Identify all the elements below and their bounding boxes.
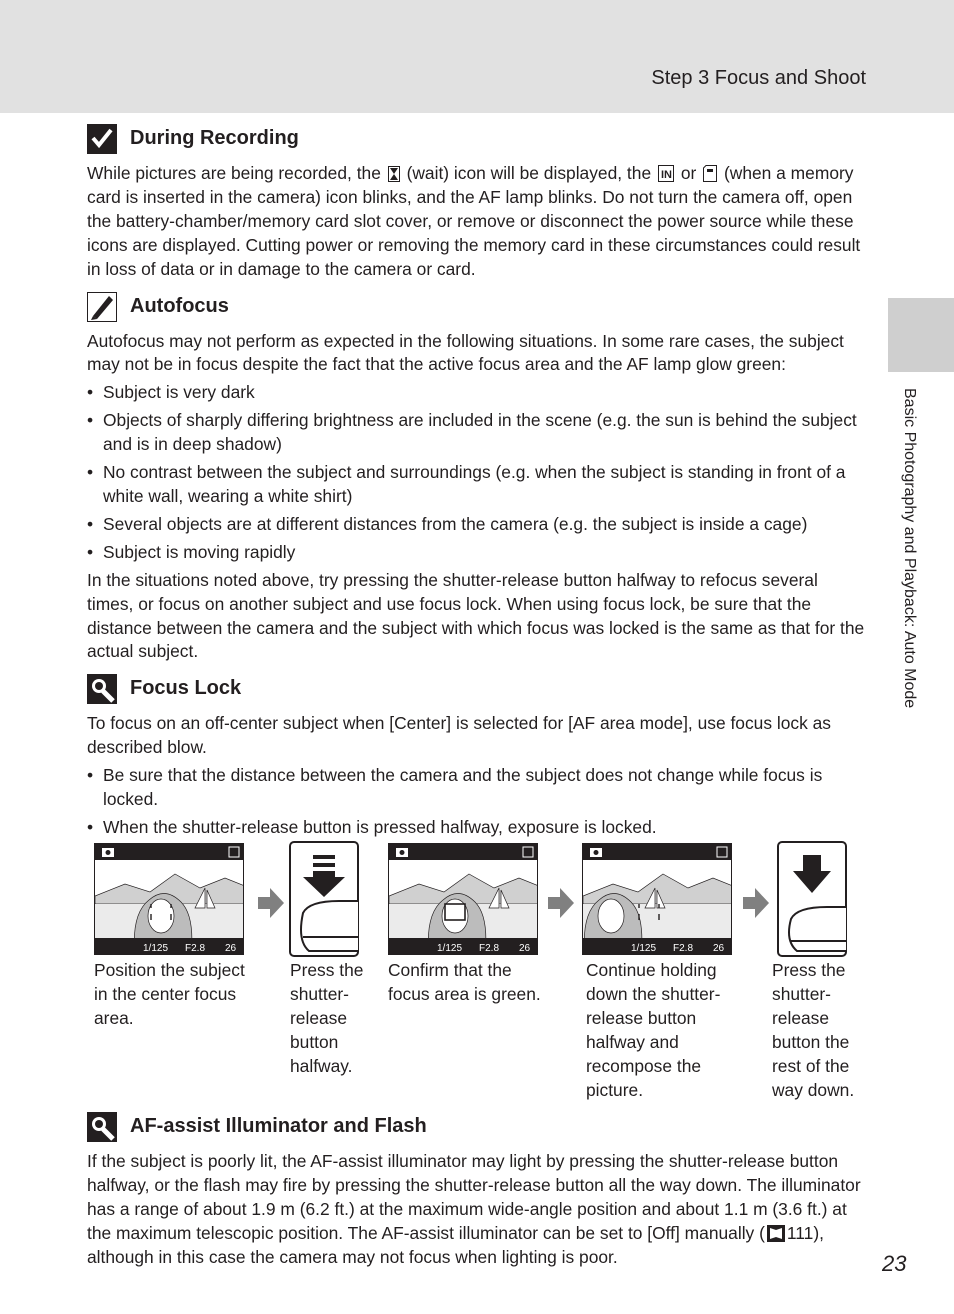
focus-lock-intro: To focus on an off-center subject when [Center] is selected for [AF area mode], use focus lock as described blow. [87,713,831,758]
pencil-note-icon [87,292,117,322]
list-item: • No contrast between the subject and surroundings (e.g. when the subject is standing in front of a white wall, wearing a white shirt) [87,461,865,509]
text: (wait) icon will be displayed, the [406,163,652,183]
shutter-speed: 1/125 [143,943,169,954]
side-chapter-label [896,388,920,758]
caption-5: Press the shutter-release button the rest of the way down. [772,960,855,1100]
shutter-full-press-icon [777,841,847,957]
camera-screen-1 [94,843,244,955]
side-tab [888,298,954,372]
caption-4: Continue holding down the shutter-release button halfway and recompose the picture. [586,960,721,1100]
section-title: During Recording [130,127,299,150]
caption-2: Press the shutter-release button halfway. [290,960,364,1076]
magnifier-tip-icon [87,1112,117,1142]
section-autofocus [87,290,865,324]
aperture: F2.8 [673,943,694,954]
shot-count: 26 [519,943,531,954]
af-assist-content [87,1108,865,1270]
during-paragraph [87,162,865,282]
text: If the subject is poorly lit, the AF-assist illuminator may light by pressing the shutter-release button halfway, or the flash may fire by pressing the shutter-release button all the way down. The illuminator has a range of about 1.9 m (6.2 ft.) at the maximum wide-angle position and about 1.1 m (3.6 ft.) at the maximum telescopic position. The AF-assist illuminator can be set to [Off] manually ( [87,1151,861,1243]
section-title: AF-assist Illuminator and Flash [130,1115,427,1138]
aperture: F2.8 [479,943,500,954]
side-chapter-text: Basic Photography and Playback: Auto Mode [901,388,918,709]
magnifier-tip-icon [87,674,117,704]
focus-lock-bullets [87,764,865,840]
list-item: • Subject is moving rapidly [87,541,865,565]
section-focus-lock [87,672,865,706]
list-item: • Several objects are at different distances from the camera (e.g. the subject is inside a cage) [87,513,865,537]
shutter-speed: 1/125 [631,943,657,954]
page-header-title: Step 3 Focus and Shoot [651,67,866,89]
memory-card-icon [703,165,717,182]
main-content [87,120,865,844]
text: 111), although in this case the camera may not focus when lighting is poor. [87,1222,824,1267]
camera-screen-2 [388,843,538,955]
shutter-half-press-icon [289,841,359,957]
autofocus-outro: In the situations noted above, try pressing the shutter-release button halfway to refocus several times, or focus on another subject and use focus lock. When using focus lock, be sure that the distance between the camera and the subject with which focus was locked is the same as that for the actual subject. [87,569,865,662]
text: While pictures are being recorded, the [87,163,381,183]
list-item: • Subject is very dark [87,381,865,405]
page-number: 23 [882,1251,907,1276]
text: (when a memory card is inserted in the camera) icon blinks, and the AF lamp blinks. Do not turn the camera off, open the battery-chamber/memory card slot cover, or remove or disconnect the power source while these icons are displayed. Cutting power or removing the memory card in these circumstances could result in loss of data or in damage to the camera or card. [87,163,861,279]
autofocus-bullets [87,381,865,564]
svg-text:IN: IN [660,169,672,181]
hourglass-icon [388,166,400,182]
aperture: F2.8 [185,943,206,954]
caption-3: Confirm that the focus area is green. [388,960,541,1004]
shot-count: 26 [713,943,725,954]
shutter-speed: 1/125 [437,943,463,954]
section-title: Autofocus [130,294,229,317]
arrow-right-icon [258,888,284,918]
autofocus-intro: Autofocus may not perform as expected in the following situations. In some rare cases, the subject may not be in focus despite the fact that the active focus area and the AF lamp glow green: [87,330,844,375]
section-during-recording [87,122,865,156]
text: or [680,163,697,183]
caption-1: Position the subject in the center focus area. [94,960,245,1028]
section-af-assist [87,1110,865,1144]
list-item: • Be sure that the distance between the camera and the subject does not change while focus is locked. [87,764,865,812]
header-band [0,0,954,113]
arrow-right-icon [743,888,769,918]
list-item: • When the shutter-release button is pressed halfway, exposure is locked. [87,816,865,840]
camera-screen-3 [582,843,732,955]
page-reference-icon [767,1225,785,1242]
arrow-right-icon [548,888,574,918]
shot-count: 26 [225,943,237,954]
check-icon [87,124,117,154]
focus-lock-figures [93,841,873,1109]
af-assist-paragraph [87,1150,865,1270]
internal-memory-icon [658,165,674,182]
section-title: Focus Lock [130,677,242,700]
list-item: • Objects of sharply differing brightness are included in the scene (e.g. the sun is behind the subject and is in deep shadow) [87,409,865,457]
